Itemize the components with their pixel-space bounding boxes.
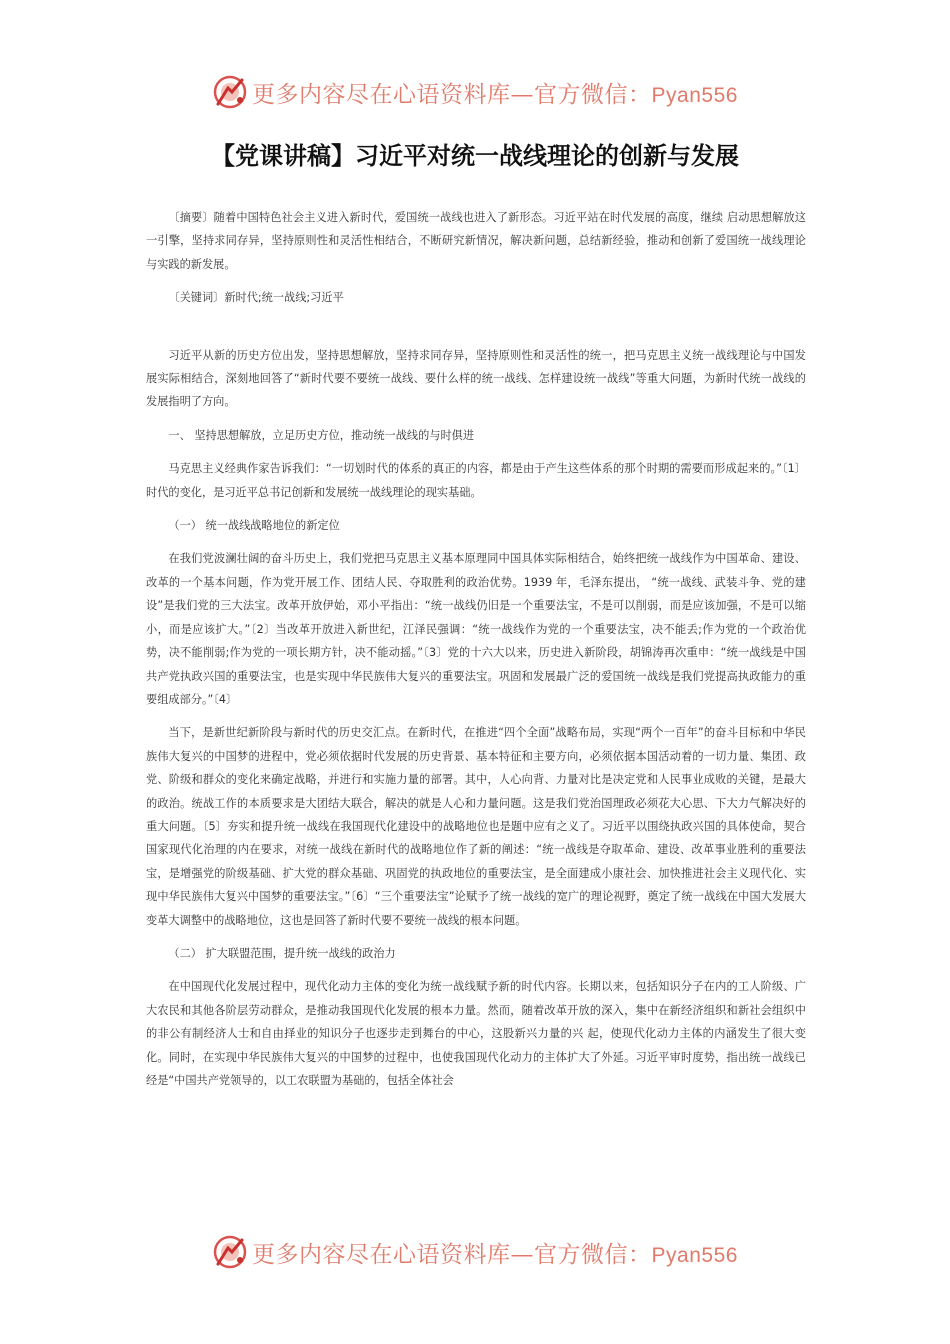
banner-wechat-id: Pyan556 — [651, 1243, 738, 1267]
top-banner — [0, 72, 950, 112]
banner-text: 更多内容尽在心语资料库—官方微信：Pyan556 — [252, 1241, 738, 1268]
bottom-banner — [0, 1232, 950, 1272]
body-paragraph: 马克思主义经典作家告诉我们：“一切划时代的体系的真正的内容，都是由于产生这些体系的那个时期的需要而形成起来的。”〔1〕时代的变化，是习近平总书记创新和发展统一战线理论的现实基础。 — [146, 462, 806, 499]
body-paragraph: 在中国现代化发展过程中，现代化动力主体的变化为统一战线赋予新的时代内容。长期以来，包括知识分子在内的工人阶级、广大农民和其他各阶层劳动群众，是推动我国现代化发展的根本力量。然而，随着改革开放的深入，集中在新经济组织和新社会组织中的非公有制经济人士和自由择业的知识分子也逐步走到舞台的中心，这股新兴力量的兴 起，使现代化动力主体的内涵发生了很大变化。同时，在实现中华民族伟大复兴的中国梦的过程中，也使我国现代化动力的主体扩大了外延。习近平审时度势，指出统一战线已经是“中国共产党领导的，以工农联盟为基础的，包括全体社会 — [146, 980, 806, 1087]
intro-paragraph: 习近平从新的历史方位出发，坚持思想解放，坚持求同存异，坚持原则性和灵活性的统一，把马克思主义统一战线理论与中国发展实际相结合，深刻地回答了“新时代要不要统一战线、要什么样的统一战线、怎样建设统一战线”等重大问题，为新时代统一战线的发展指明了方向。 — [146, 348, 806, 409]
document-title: 【党课讲稿】习近平对统一战线理论的创新与发展 — [211, 142, 739, 170]
red-seal-logo-icon — [212, 74, 248, 110]
abstract-paragraph: 〔摘要〕随着中国特色社会主义进入新时代，爱国统一战线也进入了新形态。习近平站在时代发展的高度，继续 启动思想解放这一引擎，坚持求同存异，坚持原则性和灵活性相结合，不断研究新情况，解决新问题，总结新经验，推动和创新了爱国统一战线理论与实践的新发展。 — [146, 211, 806, 271]
subsection-heading: （二） 扩大联盟范围，提升统一战线的政治力 — [168, 946, 396, 960]
banner-text: 更多内容尽在心语资料库—官方微信：Pyan556 — [252, 81, 738, 108]
banner-wechat-id: Pyan556 — [651, 83, 738, 107]
document-body — [146, 206, 806, 1092]
body-paragraph: 在我们党波澜壮阔的奋斗历史上，我们党把马克思主义基本原理同中国具体实际相结合，始终把统一战线作为中国革命、建设、改革的一个基本问题，作为党开展工作、团结人民、夺取胜利的政治优势。1939 年，毛泽东提出， “统一战线、武装斗争、党的建设”是我们党的三大法宝。改革开放伊始，邓小平指出：“统一战线仍旧是一个重要法宝，不是可以削弱，而是应该加强，不是可以缩小，而是应该扩大。”〔2〕当改革开放进入新世纪，江泽民强调：“统一战线作为党的一个重要法宝，决不能丢;作为党的一个政治优势，决不能削弱;作为党的一项长期方针，决不能动摇。”〔3〕党的十六大以来，历史进入新阶段，胡锦涛再次重申：“统一战线是中国共产党执政兴国的重要法宝，也是实现中华民族伟大复兴的重要法宝。巩固和发展最广泛的爱国统一战线是我们党提高执政能力的重要组成部分。”〔4〕 — [146, 552, 806, 706]
red-seal-logo-icon — [212, 1234, 248, 1270]
section-heading: 一、 坚持思想解放，立足历史方位，推动统一战线的与时俱进 — [168, 428, 475, 442]
body-paragraph: 当下，是新世纪新阶段与新时代的历史交汇点。在新时代，在推进“四个全面”战略布局，实现“两个一百年”的奋斗目标和中华民族伟大复兴的中国梦的进程中，党必须依据时代发展的历史背景、基本特征和主要方向，必须依据本国活动着的一切力量、集团、政党、阶级和群众的变化来确定战略，并进行和实施力量的部署。其中，人心向背、力量对比是决定党和人民事业成败的关键，是最大的政治。统战工作的本质要求是大团结大联合，解决的就是人心和力量问题。这是我们党治国理政必须花大心思、下大力气解决好的重大问题。〔5〕夯实和提升统一战线在我国现代化建设中的战略地位也是题中应有之义了。习近平以围绕执政兴国的具体使命，契合国家现代化治理的内在要求，对统一战线在新时代的战略地位作了新的阐述：“统一战线是夺取革命、建设、改革事业胜利的重要法宝，是增强党的阶级基础、扩大党的群众基础、巩固党的执政地位的重要法宝，是全面建成小康社会、加快推进社会主义现代化、实现中华民族伟大复兴中国梦的重要法宝。”〔6〕“三个重要法宝”论赋予了统一战线的宽广的理论视野，奠定了统一战线在中国大发展大变革大调整中的战略地位，这也是回答了新时代要不要统一战线的根本问题。 — [146, 726, 806, 927]
subsection-heading: （一） 统一战线战略地位的新定位 — [168, 519, 340, 533]
keywords-paragraph: 〔关键词〕新时代;统一战线;习近平 — [168, 291, 344, 305]
